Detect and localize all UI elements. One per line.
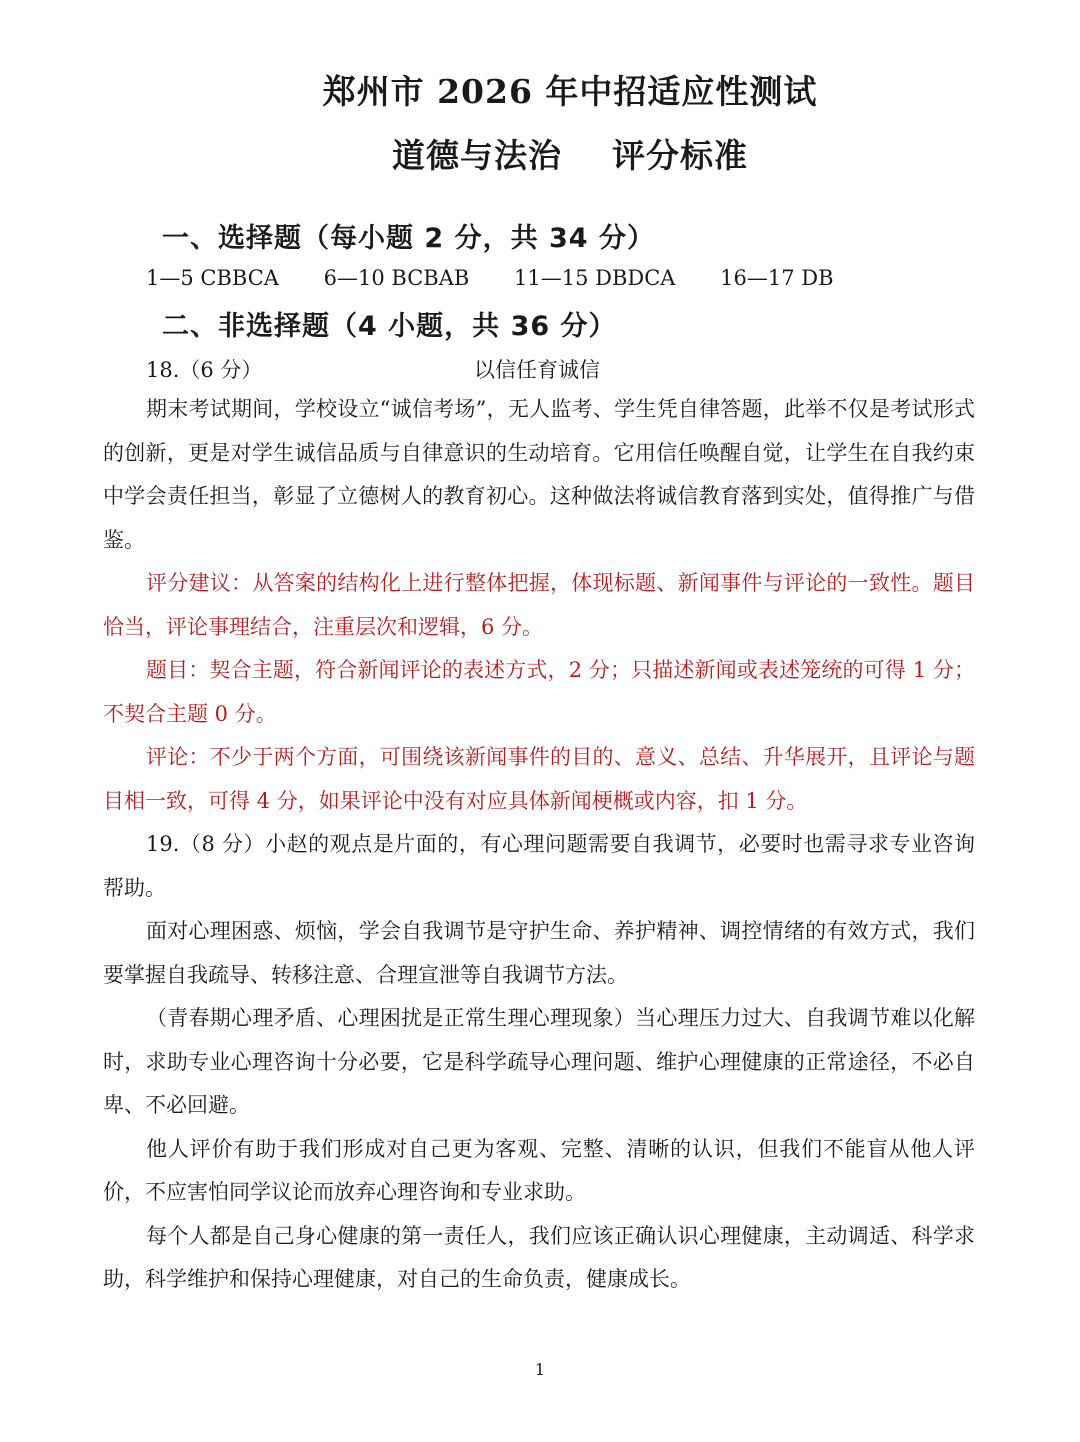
answer-body — [103, 388, 975, 1302]
paragraph: 每个人都是自己身心健康的第一责任人，我们应该正确认识心理健康，主动调适、科学求助，科学维护和保持心理健康，对自己的生命负责，健康成长。 — [103, 1223, 975, 1291]
paragraph: 期末考试期间，学校设立“诚信考场”，无人监考、学生凭自律答题，此举不仅是考试形式的创新，更是对学生诚信品质与自律意识的生动培育。它用信任唤醒自觉，让学生在自我约束中学会责任担当，彰显了立德树人的教育初心。这种做法将诚信教育落到实处，值得推广与借鉴。 — [103, 397, 975, 552]
scoring-note: 评分建议：从答案的结构化上进行整体把握，体现标题、新闻事件与评论的一致性。题目恰当，评论事理结合，注重层次和逻辑，6 分。 — [103, 571, 975, 639]
document-title: 郑州市 2026 年中招适应性测试 — [322, 72, 818, 111]
paragraph: 19.（8 分）小赵的观点是片面的，有心理问题需要自我调节，必要时也需寻求专业咨询帮助。 — [103, 832, 975, 900]
answer-group: 1—5 CBBCA — [146, 266, 279, 290]
scoring-note: 评论：不少于两个方面，可围绕该新闻事件的目的、意义、总结、升华展开，且评论与题目相一致，可得 4 分，如果评论中没有对应具体新闻梗概或内容，扣 1 分。 — [103, 745, 975, 813]
paragraph: 他人评价有助于我们形成对自己更为客观、完整、清晰的认识，但我们不能盲从他人评价，不应害怕同学议论而放弃心理咨询和专业求助。 — [103, 1136, 975, 1204]
document-subtitle: 道德与法治 评分标准 — [392, 136, 748, 175]
question-18-label: 18.（6 分） — [146, 358, 263, 382]
answer-group: 6—10 BCBAB — [323, 266, 470, 290]
page-number: 1 — [534, 1360, 546, 1379]
question-18-title: 以信任育诚信 — [474, 358, 600, 382]
answer-key-row — [146, 266, 872, 290]
question-18-header — [146, 354, 600, 384]
answer-group: 16—17 DB — [720, 266, 834, 290]
section-heading-nonchoice: 二、非选择题（4 小题，共 36 分） — [162, 311, 617, 342]
paragraph: （青春期心理矛盾、心理困扰是正常生理心理现象）当心理压力过大、自我调节难以化解时，求助专业心理咨询十分必要，它是科学疏导心理问题、维护心理健康的正常途径，不必自卑、不必回避。 — [103, 1006, 975, 1117]
scoring-note: 题目：契合主题，符合新闻评论的表述方式，2 分；只描述新闻或表述笼统的可得 1 分；不契合主题 0 分。 — [103, 658, 975, 726]
paragraph: 面对心理困惑、烦恼，学会自我调节是守护生命、养护精神、调控情绪的有效方式，我们要掌握自我疏导、转移注意、合理宣泄等自我调节方法。 — [103, 919, 975, 987]
section-heading-choice: 一、选择题（每小题 2 分，共 34 分） — [162, 223, 655, 254]
answer-group: 11—15 DBDCA — [514, 266, 676, 290]
